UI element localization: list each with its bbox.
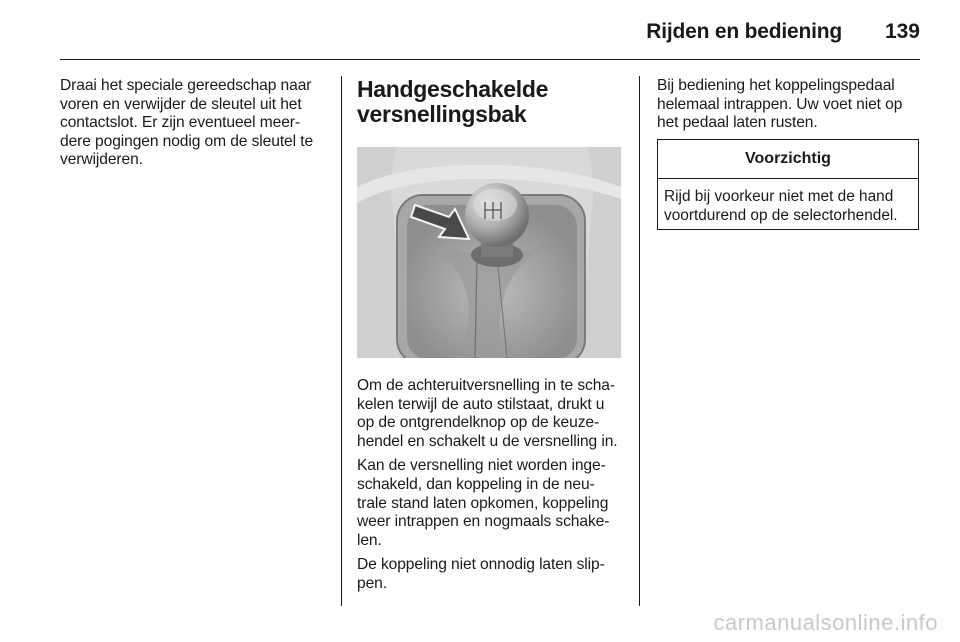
- column-divider-1: [341, 76, 342, 606]
- clutch-pedal-paragraph: Bij bediening het koppelingspedaal helemaal intrappen. Uw voet niet op het pedaal laten rusten.: [657, 77, 903, 132]
- running-title: Rijden en bediening: [646, 20, 842, 43]
- column-1: [60, 77, 328, 176]
- column-3: [657, 77, 921, 139]
- column-2-text: [357, 377, 623, 600]
- clutch-slip-paragraph: De koppeling niet onnodig laten slip-pen.: [357, 556, 605, 592]
- page-number: 139: [884, 20, 920, 43]
- watermark: carmanualsonline.info: [713, 610, 938, 635]
- reverse-gear-paragraph: Om de achteruitversnelling in te scha-kelen terwijl de auto stilstaat, drukt u op de ontgrendelknop op de keuze-hendel en schakelt u de versnelling in.: [357, 377, 618, 450]
- header-rule: [60, 59, 920, 60]
- section-heading: [357, 77, 623, 127]
- section-heading-line-1: Handgeschakelde: [357, 76, 549, 102]
- caution-text: Rijd bij voorkeur niet met de hand voortdurend op de selectorhendel.: [664, 188, 898, 224]
- caution-title: Voorzichtig: [658, 140, 918, 179]
- gear-shift-illustration: [357, 147, 621, 358]
- page-header: [0, 0, 960, 60]
- gear-engage-paragraph: Kan de versnelling niet worden inge-schakeld, dan koppeling in de neu-trale stand laten opkomen, koppeling weer intrappen en nogmaals schake-len.: [357, 457, 610, 549]
- column-divider-2: [639, 76, 640, 606]
- caution-box: [657, 139, 919, 230]
- column-2: [357, 77, 623, 127]
- key-removal-paragraph: Draai het speciale gereedschap naar voren en verwijder de sleutel uit het contactslot. Er zijn eventueel meer-dere pogingen nodig om de sleutel te verwijderen.: [60, 77, 314, 169]
- gear-knob-drawing: [357, 147, 621, 358]
- section-heading-line-2: versnellingsbak: [357, 101, 527, 127]
